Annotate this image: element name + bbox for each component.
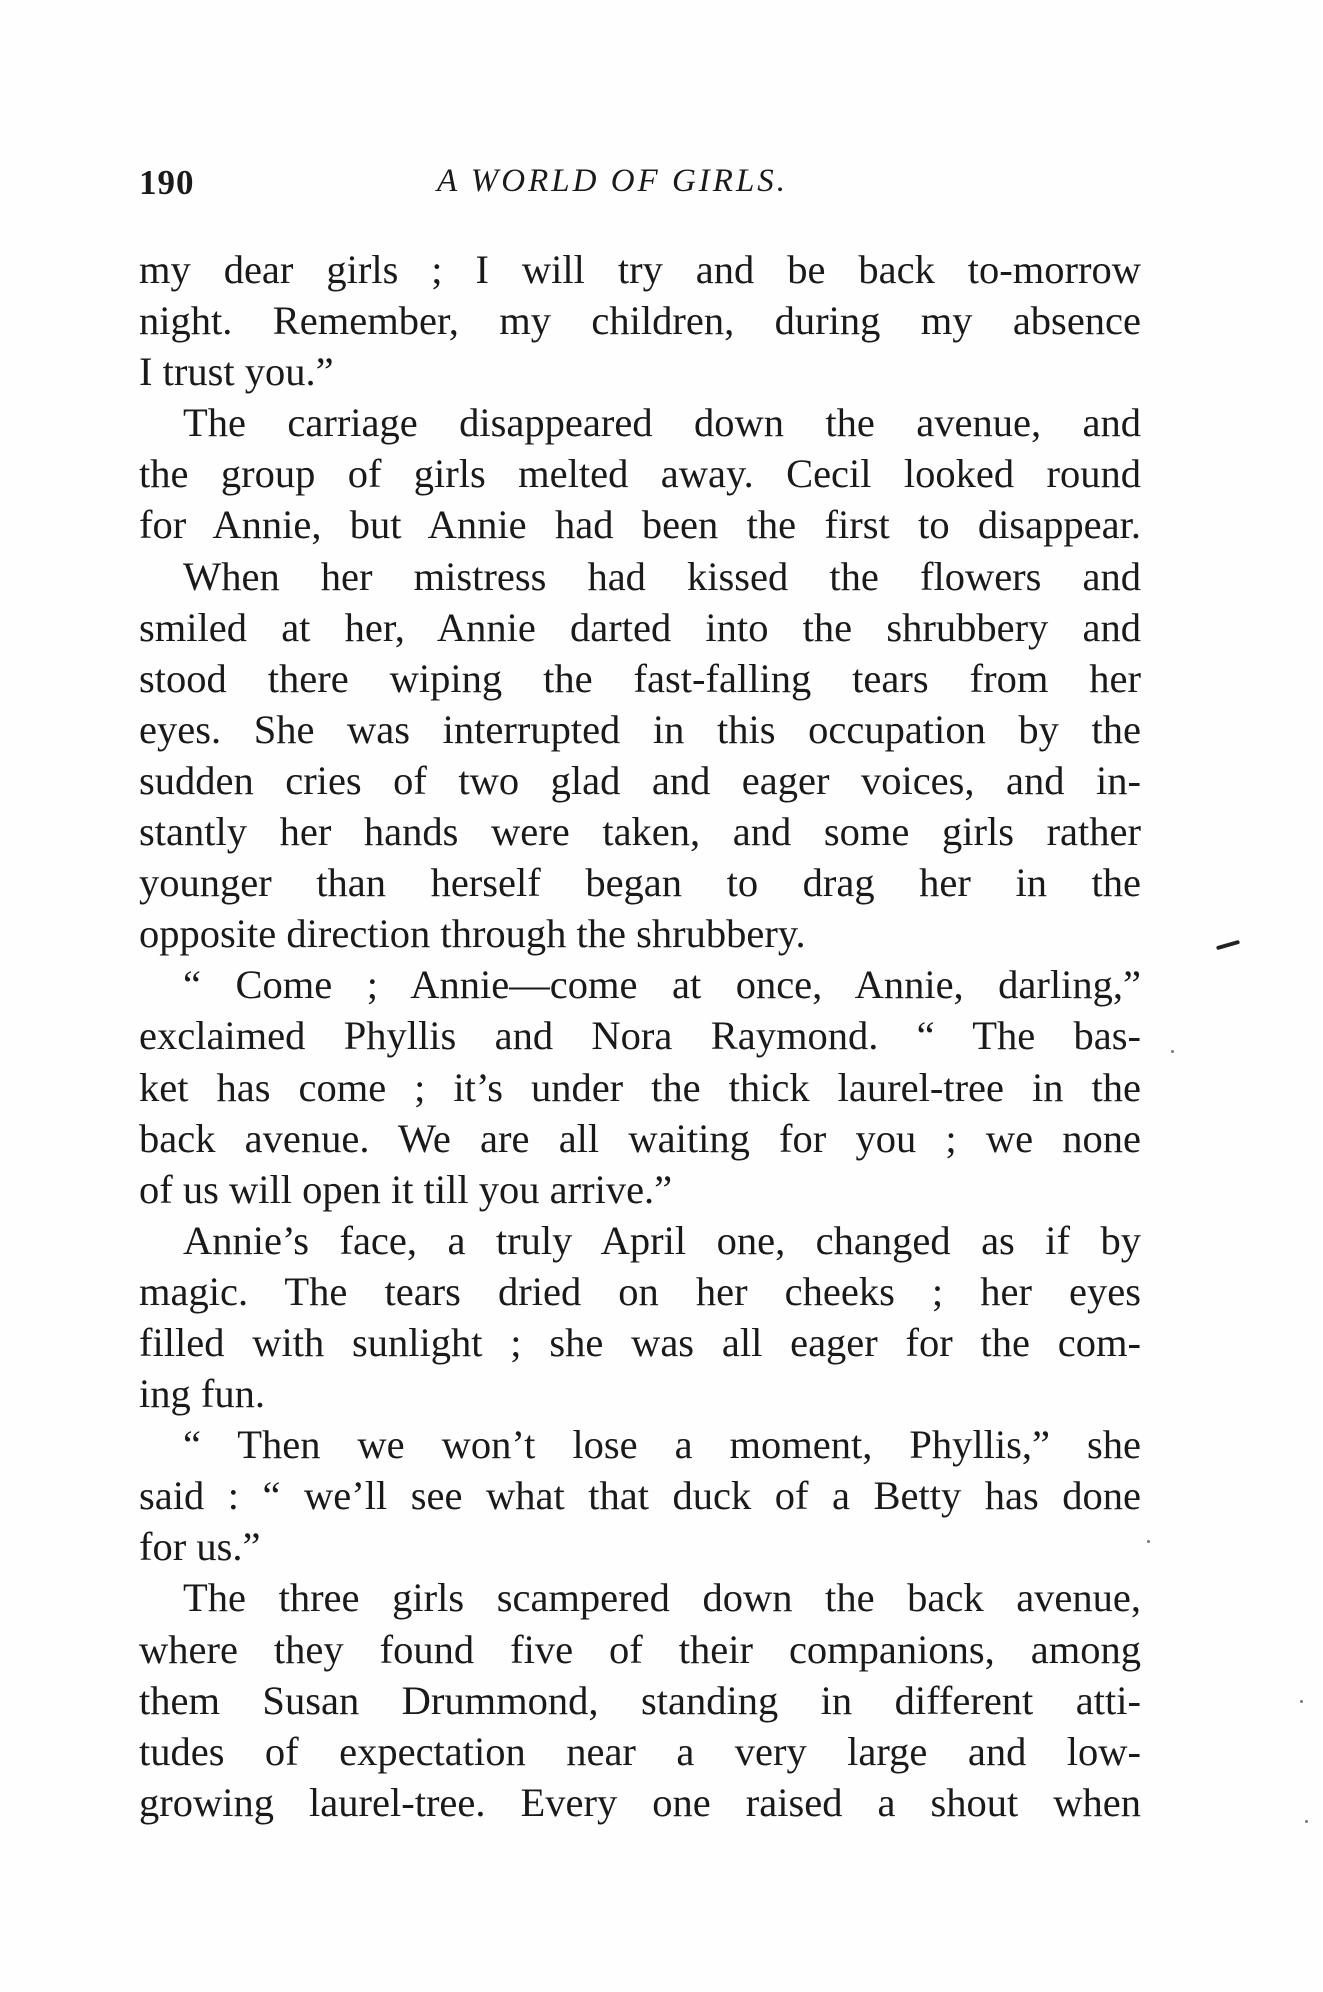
text-line: back avenue. We are all waiting for you ; we none <box>139 1115 1141 1161</box>
text-line: exclaimed Phyllis and Nora Raymond. “ The bas- <box>139 1013 1141 1059</box>
text-line: magic. The tears dried on her cheeks ; her eyes <box>139 1268 1141 1314</box>
text-line: younger than herself began to drag her in the <box>139 860 1141 906</box>
body-text <box>139 244 1141 1828</box>
text-line: for Annie, but Annie had been the first to disappear. <box>139 502 1141 548</box>
margin-ink-mark <box>1216 940 1240 950</box>
text-line: opposite direction through the shrubbery. <box>139 911 806 957</box>
text-line: ket has come ; it’s under the thick laurel-tree in the <box>139 1064 1141 1110</box>
text-line: ing fun. <box>139 1371 265 1417</box>
text-line: “ Then we won’t lose a moment, Phyllis,” she <box>183 1422 1141 1468</box>
text-line: The carriage disappeared down the avenue, and <box>183 400 1141 446</box>
text-line: for us.” <box>139 1524 261 1570</box>
text-line: “ Come ; Annie—come at once, Annie, darling,” <box>183 962 1141 1008</box>
text-line: the group of girls melted away. Cecil looked round <box>139 451 1141 497</box>
text-line: growing laurel-tree. Every one raised a shout when <box>139 1779 1141 1825</box>
text-line: of us will open it till you arrive.” <box>139 1166 673 1212</box>
ink-speck <box>1171 1050 1174 1053</box>
page-header <box>139 163 1141 213</box>
text-line: said : “ we’ll see what that duck of a Betty has done <box>139 1473 1141 1519</box>
text-line: The three girls scampered down the back avenue, <box>183 1575 1141 1621</box>
text-line: sudden cries of two glad and eager voices, and in- <box>139 757 1141 803</box>
text-line: When her mistress had kissed the flowers and <box>183 553 1141 599</box>
text-line: eyes. She was interrupted in this occupation by the <box>139 706 1141 752</box>
text-line: Annie’s face, a truly April one, changed as if by <box>183 1217 1141 1263</box>
ink-speck <box>1300 1700 1303 1703</box>
page-number: 190 <box>139 163 195 202</box>
text-line: filled with sunlight ; she was all eager for the com- <box>139 1319 1141 1365</box>
text-line: my dear girls ; I will try and be back to-morrow <box>139 247 1141 292</box>
ink-speck <box>1147 1540 1150 1543</box>
text-line: I trust you.” <box>139 349 334 395</box>
text-line: smiled at her, Annie darted into the shrubbery and <box>139 604 1141 650</box>
running-title: A WORLD OF GIRLS. <box>437 163 789 199</box>
ink-speck <box>1305 1820 1308 1823</box>
text-line: night. Remember, my children, during my absence <box>139 298 1141 344</box>
text-line: tudes of expectation near a very large and low- <box>139 1728 1141 1774</box>
text-line: stood there wiping the fast-falling tears from her <box>139 655 1141 701</box>
text-line: where they found five of their companions, among <box>139 1626 1141 1672</box>
text-line: stantly her hands were taken, and some girls rather <box>139 809 1141 855</box>
text-line: them Susan Drummond, standing in different atti- <box>139 1677 1141 1723</box>
